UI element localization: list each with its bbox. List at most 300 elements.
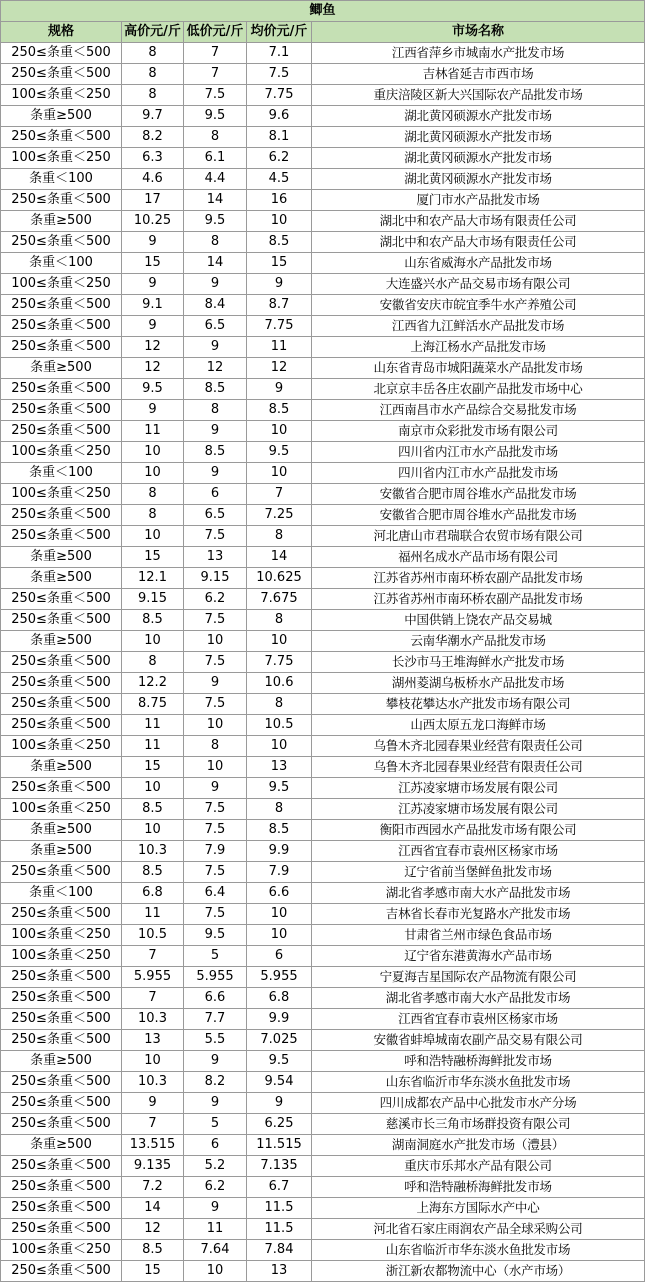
cell-high-price: 15 [122, 757, 184, 778]
cell-avg-price: 10.6 [247, 673, 312, 694]
cell-low-price: 6.4 [184, 883, 247, 904]
cell-avg-price: 10 [247, 736, 312, 757]
cell-high-price: 14 [122, 1198, 184, 1219]
cell-avg-price: 10 [247, 211, 312, 232]
cell-low-price: 14 [184, 190, 247, 211]
cell-market-name: 北京京丰岳各庄农副产品批发市场中心 [312, 379, 645, 400]
cell-avg-price: 9.54 [247, 1072, 312, 1093]
cell-market-name: 四川省内江市水产品批发市场 [312, 463, 645, 484]
cell-market-name: 重庆涪陵区新大兴国际农产品批发市场 [312, 85, 645, 106]
cell-high-price: 9.15 [122, 589, 184, 610]
table-row [1, 1093, 645, 1114]
cell-spec: 条重＜100 [1, 463, 122, 484]
cell-spec: 条重≥500 [1, 358, 122, 379]
cell-low-price: 5.2 [184, 1156, 247, 1177]
cell-low-price: 8 [184, 127, 247, 148]
cell-low-price: 8.5 [184, 442, 247, 463]
table-row [1, 43, 645, 64]
cell-market-name: 湖北中和农产品大市场有限责任公司 [312, 211, 645, 232]
cell-high-price: 12.1 [122, 568, 184, 589]
cell-high-price: 10 [122, 463, 184, 484]
header-spec: 规格 [1, 22, 122, 43]
cell-avg-price: 10 [247, 463, 312, 484]
cell-avg-price: 10.625 [247, 568, 312, 589]
cell-high-price: 8 [122, 64, 184, 85]
table-row [1, 547, 645, 568]
cell-avg-price: 8 [247, 610, 312, 631]
cell-low-price: 5.5 [184, 1030, 247, 1051]
cell-avg-price: 7.9 [247, 862, 312, 883]
cell-high-price: 10.3 [122, 1072, 184, 1093]
cell-spec: 250≤条重＜500 [1, 715, 122, 736]
table-row [1, 421, 645, 442]
table-row [1, 799, 645, 820]
table-row [1, 1219, 645, 1240]
cell-high-price: 8.5 [122, 862, 184, 883]
cell-high-price: 11 [122, 736, 184, 757]
table-row [1, 295, 645, 316]
cell-high-price: 12 [122, 358, 184, 379]
cell-low-price: 14 [184, 253, 247, 274]
cell-market-name: 江西省九江鲜活水产品批发市场 [312, 316, 645, 337]
cell-market-name: 安徽省合肥市周谷堆水产品批发市场 [312, 505, 645, 526]
cell-spec: 250≤条重＜500 [1, 1156, 122, 1177]
cell-avg-price: 8.5 [247, 400, 312, 421]
cell-low-price: 9 [184, 673, 247, 694]
cell-high-price: 9.1 [122, 295, 184, 316]
cell-market-name: 宁夏海吉星国际农产品物流有限公司 [312, 967, 645, 988]
cell-spec: 条重≥500 [1, 547, 122, 568]
cell-spec: 100≤条重＜250 [1, 1240, 122, 1261]
cell-high-price: 8.75 [122, 694, 184, 715]
cell-avg-price: 9 [247, 274, 312, 295]
cell-high-price: 4.6 [122, 169, 184, 190]
table-row [1, 85, 645, 106]
table-row [1, 841, 645, 862]
table-row [1, 862, 645, 883]
cell-low-price: 4.4 [184, 169, 247, 190]
cell-low-price: 7.5 [184, 904, 247, 925]
cell-avg-price: 7.75 [247, 85, 312, 106]
cell-low-price: 7.7 [184, 1009, 247, 1030]
cell-low-price: 9 [184, 337, 247, 358]
table-row [1, 484, 645, 505]
cell-market-name: 衡阳市西园水产品批发市场有限公司 [312, 820, 645, 841]
cell-spec: 250≤条重＜500 [1, 64, 122, 85]
table-row [1, 127, 645, 148]
table-row [1, 568, 645, 589]
cell-low-price: 10 [184, 1261, 247, 1282]
cell-market-name: 江苏凌家塘市场发展有限公司 [312, 799, 645, 820]
cell-high-price: 11 [122, 904, 184, 925]
cell-market-name: 安徽省蚌埠城南农副产品交易有限公司 [312, 1030, 645, 1051]
title-row [1, 1, 645, 22]
cell-low-price: 7.5 [184, 862, 247, 883]
table-row [1, 589, 645, 610]
cell-spec: 250≤条重＜500 [1, 1219, 122, 1240]
cell-market-name: 山东省临沂市华东淡水鱼批发市场 [312, 1240, 645, 1261]
cell-market-name: 乌鲁木齐北园春果业经营有限责任公司 [312, 757, 645, 778]
cell-spec: 条重≥500 [1, 106, 122, 127]
cell-market-name: 乌鲁木齐北园春果业经营有限责任公司 [312, 736, 645, 757]
cell-market-name: 呼和浩特融桥海鲜批发市场 [312, 1051, 645, 1072]
cell-market-name: 湖北省孝感市南大水产品批发市场 [312, 883, 645, 904]
table-row [1, 652, 645, 673]
cell-spec: 250≤条重＜500 [1, 1177, 122, 1198]
cell-spec: 250≤条重＜500 [1, 1072, 122, 1093]
table-row [1, 64, 645, 85]
cell-low-price: 10 [184, 631, 247, 652]
cell-low-price: 13 [184, 547, 247, 568]
table-row [1, 337, 645, 358]
table-row [1, 1240, 645, 1261]
cell-high-price: 12 [122, 1219, 184, 1240]
cell-avg-price: 15 [247, 253, 312, 274]
table-row [1, 442, 645, 463]
table-row [1, 694, 645, 715]
table-row [1, 757, 645, 778]
cell-spec: 条重＜100 [1, 253, 122, 274]
cell-low-price: 8.2 [184, 1072, 247, 1093]
cell-low-price: 8.4 [184, 295, 247, 316]
cell-avg-price: 13 [247, 757, 312, 778]
cell-avg-price: 9.9 [247, 1009, 312, 1030]
cell-market-name: 湖南洞庭水产批发市场（澧县） [312, 1135, 645, 1156]
cell-high-price: 9 [122, 232, 184, 253]
table-row [1, 610, 645, 631]
cell-low-price: 7.9 [184, 841, 247, 862]
table-row [1, 232, 645, 253]
cell-spec: 250≤条重＜500 [1, 862, 122, 883]
cell-high-price: 7 [122, 988, 184, 1009]
table-row [1, 1051, 645, 1072]
cell-spec: 条重≥500 [1, 211, 122, 232]
cell-high-price: 10 [122, 820, 184, 841]
cell-low-price: 9 [184, 778, 247, 799]
cell-low-price: 7.5 [184, 694, 247, 715]
table-row [1, 1009, 645, 1030]
table-body [1, 43, 645, 1282]
cell-avg-price: 5.955 [247, 967, 312, 988]
cell-spec: 100≤条重＜250 [1, 484, 122, 505]
cell-avg-price: 6.7 [247, 1177, 312, 1198]
cell-high-price: 15 [122, 547, 184, 568]
cell-high-price: 13.515 [122, 1135, 184, 1156]
table-row [1, 211, 645, 232]
cell-market-name: 甘肃省兰州市绿色食品市场 [312, 925, 645, 946]
cell-spec: 条重＜100 [1, 883, 122, 904]
cell-spec: 250≤条重＜500 [1, 1009, 122, 1030]
cell-market-name: 重庆市乐邦水产品有限公司 [312, 1156, 645, 1177]
cell-high-price: 9.135 [122, 1156, 184, 1177]
cell-low-price: 8 [184, 736, 247, 757]
header-low-price: 低价元/斤 [184, 22, 247, 43]
cell-high-price: 10.3 [122, 841, 184, 862]
table-row [1, 1156, 645, 1177]
cell-high-price: 8.2 [122, 127, 184, 148]
cell-high-price: 15 [122, 1261, 184, 1282]
cell-avg-price: 11.515 [247, 1135, 312, 1156]
cell-market-name: 上海东方国际水产中心 [312, 1198, 645, 1219]
cell-low-price: 7.64 [184, 1240, 247, 1261]
cell-market-name: 浙江新农都物流中心（水产市场） [312, 1261, 645, 1282]
cell-spec: 250≤条重＜500 [1, 400, 122, 421]
cell-low-price: 9 [184, 463, 247, 484]
cell-low-price: 7.5 [184, 526, 247, 547]
cell-low-price: 7 [184, 64, 247, 85]
cell-high-price: 5.955 [122, 967, 184, 988]
cell-low-price: 7.5 [184, 820, 247, 841]
cell-spec: 250≤条重＜500 [1, 526, 122, 547]
cell-high-price: 8.5 [122, 1240, 184, 1261]
cell-spec: 250≤条重＜500 [1, 673, 122, 694]
cell-avg-price: 16 [247, 190, 312, 211]
header-row [1, 22, 645, 43]
header-avg-price: 均价元/斤 [247, 22, 312, 43]
cell-market-name: 南京市众彩批发市场有限公司 [312, 421, 645, 442]
cell-spec: 条重≥500 [1, 820, 122, 841]
cell-market-name: 辽宁省前当堡鲜鱼批发市场 [312, 862, 645, 883]
cell-high-price: 7 [122, 946, 184, 967]
cell-high-price: 17 [122, 190, 184, 211]
cell-avg-price: 7.025 [247, 1030, 312, 1051]
cell-low-price: 7 [184, 43, 247, 64]
cell-market-name: 湖州菱湖乌板桥水产品批发市场 [312, 673, 645, 694]
table-row [1, 1135, 645, 1156]
cell-low-price: 5 [184, 1114, 247, 1135]
table-row [1, 106, 645, 127]
cell-low-price: 8.5 [184, 379, 247, 400]
table-row [1, 463, 645, 484]
cell-spec: 250≤条重＜500 [1, 232, 122, 253]
cell-avg-price: 8.7 [247, 295, 312, 316]
cell-market-name: 湖北黄冈硕源水产批发市场 [312, 127, 645, 148]
cell-avg-price: 7.75 [247, 652, 312, 673]
cell-high-price: 9.7 [122, 106, 184, 127]
cell-low-price: 12 [184, 358, 247, 379]
cell-spec: 250≤条重＜500 [1, 316, 122, 337]
cell-high-price: 13 [122, 1030, 184, 1051]
cell-spec: 条重≥500 [1, 1135, 122, 1156]
cell-avg-price: 9.5 [247, 1051, 312, 1072]
table-row [1, 316, 645, 337]
cell-market-name: 中国供销上饶农产品交易城 [312, 610, 645, 631]
cell-spec: 250≤条重＜500 [1, 1093, 122, 1114]
cell-avg-price: 8 [247, 694, 312, 715]
cell-high-price: 8 [122, 85, 184, 106]
cell-low-price: 10 [184, 715, 247, 736]
cell-spec: 250≤条重＜500 [1, 988, 122, 1009]
cell-low-price: 11 [184, 1219, 247, 1240]
table-row [1, 631, 645, 652]
table-row [1, 169, 645, 190]
table-row [1, 883, 645, 904]
cell-market-name: 云南华潮水产品批发市场 [312, 631, 645, 652]
cell-spec: 100≤条重＜250 [1, 442, 122, 463]
cell-avg-price: 9 [247, 379, 312, 400]
cell-spec: 条重≥500 [1, 757, 122, 778]
cell-avg-price: 10 [247, 421, 312, 442]
cell-low-price: 5.955 [184, 967, 247, 988]
cell-spec: 250≤条重＜500 [1, 610, 122, 631]
table-row [1, 358, 645, 379]
cell-market-name: 江西省宜春市袁州区杨家市场 [312, 841, 645, 862]
cell-high-price: 11 [122, 715, 184, 736]
table-row [1, 1030, 645, 1051]
cell-low-price: 8 [184, 232, 247, 253]
cell-low-price: 9 [184, 1051, 247, 1072]
cell-spec: 条重≥500 [1, 841, 122, 862]
cell-high-price: 9 [122, 1093, 184, 1114]
cell-low-price: 6 [184, 484, 247, 505]
cell-low-price: 9.5 [184, 925, 247, 946]
table-row [1, 379, 645, 400]
cell-spec: 250≤条重＜500 [1, 1114, 122, 1135]
cell-high-price: 10 [122, 778, 184, 799]
cell-market-name: 四川省内江市水产品批发市场 [312, 442, 645, 463]
cell-low-price: 9 [184, 421, 247, 442]
cell-avg-price: 11 [247, 337, 312, 358]
cell-market-name: 大连盛兴水产品交易市场有限公司 [312, 274, 645, 295]
table-row [1, 946, 645, 967]
cell-high-price: 8 [122, 505, 184, 526]
cell-high-price: 9 [122, 274, 184, 295]
cell-market-name: 山东省临沂市华东淡水鱼批发市场 [312, 1072, 645, 1093]
cell-avg-price: 10 [247, 925, 312, 946]
cell-low-price: 9.5 [184, 106, 247, 127]
cell-avg-price: 7.75 [247, 316, 312, 337]
cell-avg-price: 8.5 [247, 820, 312, 841]
cell-high-price: 10.5 [122, 925, 184, 946]
cell-low-price: 7.5 [184, 610, 247, 631]
cell-high-price: 8 [122, 43, 184, 64]
cell-market-name: 湖北黄冈硕源水产批发市场 [312, 148, 645, 169]
table-row [1, 1114, 645, 1135]
cell-avg-price: 12 [247, 358, 312, 379]
cell-avg-price: 9.5 [247, 442, 312, 463]
cell-avg-price: 10 [247, 631, 312, 652]
cell-market-name: 湖北黄冈硕源水产批发市场 [312, 106, 645, 127]
cell-market-name: 山东省青岛市城阳蔬菜水产品批发市场 [312, 358, 645, 379]
table-row [1, 190, 645, 211]
cell-avg-price: 6.25 [247, 1114, 312, 1135]
cell-high-price: 7 [122, 1114, 184, 1135]
table-row [1, 526, 645, 547]
cell-high-price: 10.25 [122, 211, 184, 232]
cell-low-price: 8 [184, 400, 247, 421]
cell-market-name: 吉林省延吉市西市场 [312, 64, 645, 85]
cell-low-price: 9 [184, 1198, 247, 1219]
cell-market-name: 安徽省合肥市周谷堆水产品批发市场 [312, 484, 645, 505]
cell-spec: 100≤条重＜250 [1, 148, 122, 169]
cell-market-name: 山东省威海水产品批发市场 [312, 253, 645, 274]
table-row [1, 253, 645, 274]
cell-high-price: 6.3 [122, 148, 184, 169]
cell-low-price: 10 [184, 757, 247, 778]
cell-market-name: 江西省萍乡市城南水产批发市场 [312, 43, 645, 64]
cell-avg-price: 6 [247, 946, 312, 967]
cell-low-price: 6.5 [184, 316, 247, 337]
cell-high-price: 10 [122, 526, 184, 547]
cell-low-price: 9.15 [184, 568, 247, 589]
cell-market-name: 上海江杨水产品批发市场 [312, 337, 645, 358]
cell-market-name: 湖北中和农产品大市场有限责任公司 [312, 232, 645, 253]
cell-avg-price: 9.5 [247, 778, 312, 799]
cell-market-name: 辽宁省东港黄海水产品市场 [312, 946, 645, 967]
cell-avg-price: 13 [247, 1261, 312, 1282]
cell-market-name: 江苏省苏州市南环桥农副产品批发市场 [312, 568, 645, 589]
cell-high-price: 12.2 [122, 673, 184, 694]
cell-market-name: 厦门市水产品批发市场 [312, 190, 645, 211]
cell-avg-price: 14 [247, 547, 312, 568]
cell-market-name: 江西南昌市水产品综合交易批发市场 [312, 400, 645, 421]
header-market-name: 市场名称 [312, 22, 645, 43]
cell-spec: 250≤条重＜500 [1, 1261, 122, 1282]
cell-high-price: 10 [122, 631, 184, 652]
cell-low-price: 6.2 [184, 1177, 247, 1198]
cell-avg-price: 7.135 [247, 1156, 312, 1177]
cell-spec: 250≤条重＜500 [1, 421, 122, 442]
cell-high-price: 10.3 [122, 1009, 184, 1030]
cell-market-name: 四川成都农产品中心批发市水产分场 [312, 1093, 645, 1114]
cell-avg-price: 7.84 [247, 1240, 312, 1261]
cell-avg-price: 6.8 [247, 988, 312, 1009]
table-row [1, 820, 645, 841]
cell-high-price: 9 [122, 316, 184, 337]
table-row [1, 505, 645, 526]
cell-low-price: 6 [184, 1135, 247, 1156]
table-row [1, 988, 645, 1009]
table-row [1, 778, 645, 799]
table-row [1, 274, 645, 295]
cell-spec: 250≤条重＜500 [1, 127, 122, 148]
cell-avg-price: 6.6 [247, 883, 312, 904]
cell-spec: 250≤条重＜500 [1, 589, 122, 610]
cell-high-price: 11 [122, 421, 184, 442]
cell-low-price: 6.2 [184, 589, 247, 610]
cell-high-price: 8.5 [122, 799, 184, 820]
table-row [1, 1072, 645, 1093]
cell-market-name: 江苏凌家塘市场发展有限公司 [312, 778, 645, 799]
cell-low-price: 9 [184, 274, 247, 295]
table-row [1, 673, 645, 694]
table-title: 鲫鱼 [1, 1, 645, 22]
cell-spec: 250≤条重＜500 [1, 1030, 122, 1051]
cell-spec: 条重≥500 [1, 568, 122, 589]
cell-avg-price: 10 [247, 904, 312, 925]
cell-spec: 250≤条重＜500 [1, 505, 122, 526]
table-row [1, 1198, 645, 1219]
cell-low-price: 7.5 [184, 652, 247, 673]
header-high-price: 高价元/斤 [122, 22, 184, 43]
cell-market-name: 江苏省苏州市南环桥农副产品批发市场 [312, 589, 645, 610]
cell-avg-price: 9 [247, 1093, 312, 1114]
cell-avg-price: 8 [247, 526, 312, 547]
cell-spec: 250≤条重＜500 [1, 379, 122, 400]
cell-market-name: 呼和浩特融桥海鲜批发市场 [312, 1177, 645, 1198]
table-row [1, 736, 645, 757]
cell-high-price: 7.2 [122, 1177, 184, 1198]
cell-spec: 250≤条重＜500 [1, 967, 122, 988]
cell-spec: 100≤条重＜250 [1, 736, 122, 757]
cell-avg-price: 11.5 [247, 1219, 312, 1240]
cell-high-price: 15 [122, 253, 184, 274]
cell-low-price: 6.5 [184, 505, 247, 526]
cell-avg-price: 6.2 [247, 148, 312, 169]
cell-low-price: 9 [184, 1093, 247, 1114]
cell-market-name: 江西省宜春市袁州区杨家市场 [312, 1009, 645, 1030]
cell-market-name: 湖北黄冈硕源水产批发市场 [312, 169, 645, 190]
